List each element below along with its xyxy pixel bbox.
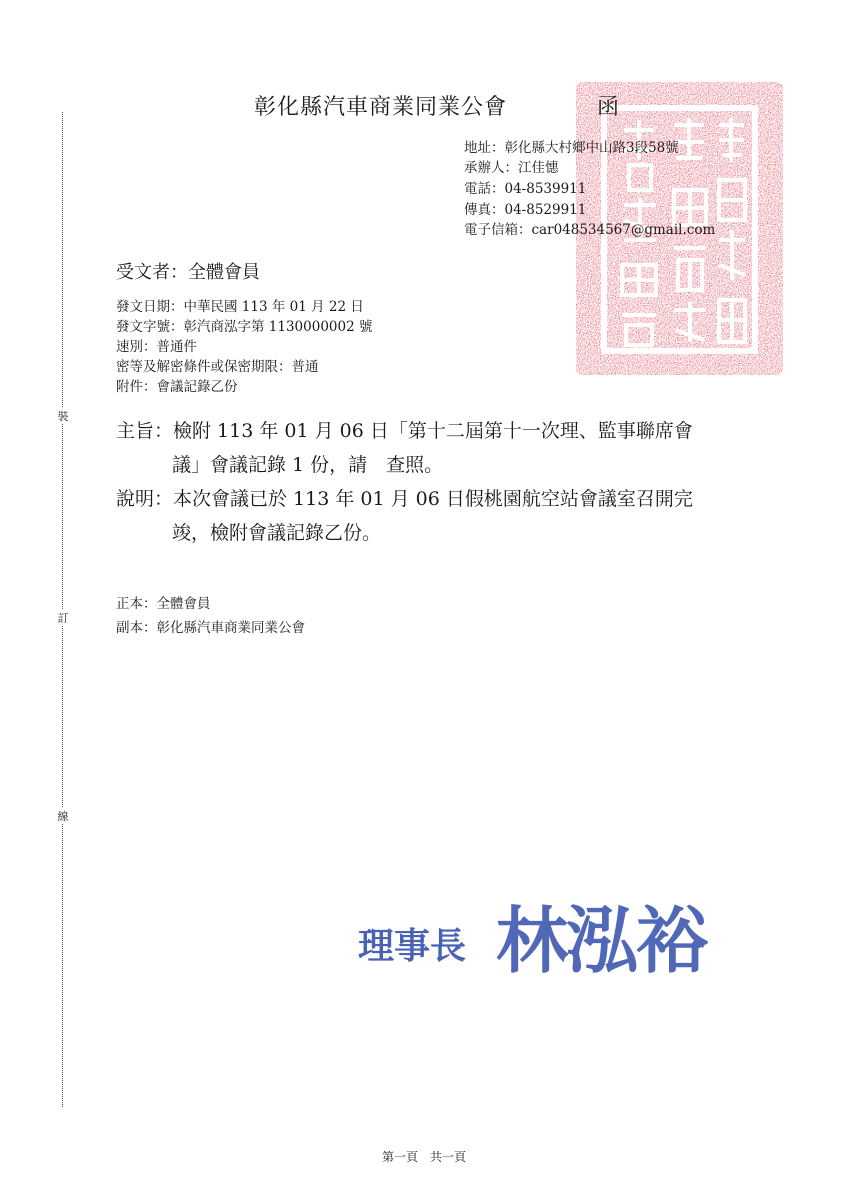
explanation-line-1: 說明：本次會議已於 113 年 01 月 06 日假桃園航空站會議室召開完 bbox=[116, 488, 693, 510]
document-type: 函 bbox=[597, 95, 620, 120]
urgency: 速別：普通件 bbox=[116, 339, 197, 355]
contact-handler: 承辦人：江佳憓 bbox=[464, 160, 559, 176]
contact-fax: 傳真：04-8529911 bbox=[464, 202, 587, 218]
recipient: 受文者：全體會員 bbox=[116, 262, 260, 283]
attachment: 附件：會議記錄乙份 bbox=[116, 379, 238, 395]
binding-char-ding: 訂 bbox=[57, 612, 69, 625]
original-recipient: 正本：全體會員 bbox=[116, 596, 211, 612]
explanation-line-2: 竣，檢附會議記錄乙份。 bbox=[172, 522, 382, 544]
contact-phone: 電話：04-8539911 bbox=[464, 181, 587, 197]
page-title: 彰化縣汽車商業同業公會 bbox=[254, 95, 508, 120]
copy-recipient: 副本：彰化縣汽車商業同業公會 bbox=[116, 620, 305, 636]
classification: 密等及解密條件或保密期限：普通 bbox=[116, 359, 319, 375]
document-number: 發文字號：彰汽商泓字第 1130000002 號 bbox=[116, 319, 373, 335]
contact-address: 地址：彰化縣大村鄉中山路3段58號 bbox=[464, 140, 679, 156]
svg-text:理事長: 理事長 bbox=[358, 925, 467, 967]
page-number: 第一頁 共一頁 bbox=[381, 1150, 466, 1164]
subject-line-1: 主旨：檢附 113 年 01 月 06 日「第十二屆第十一次理、監事聯席會 bbox=[116, 420, 693, 442]
contact-email: 電子信箱：car048534567@gmail.com bbox=[464, 222, 716, 238]
issue-date: 發文日期：中華民國 113 年 01 月 22 日 bbox=[116, 299, 364, 315]
chairman-signature-stamp bbox=[358, 888, 768, 984]
binding-char-zhuang: 裝 bbox=[57, 410, 69, 423]
binding-char-xian: 線 bbox=[57, 810, 69, 823]
subject-line-2: 議」會議記錄 1 份，請 查照。 bbox=[172, 454, 444, 476]
svg-text:林泓裕: 林泓裕 bbox=[496, 898, 707, 983]
